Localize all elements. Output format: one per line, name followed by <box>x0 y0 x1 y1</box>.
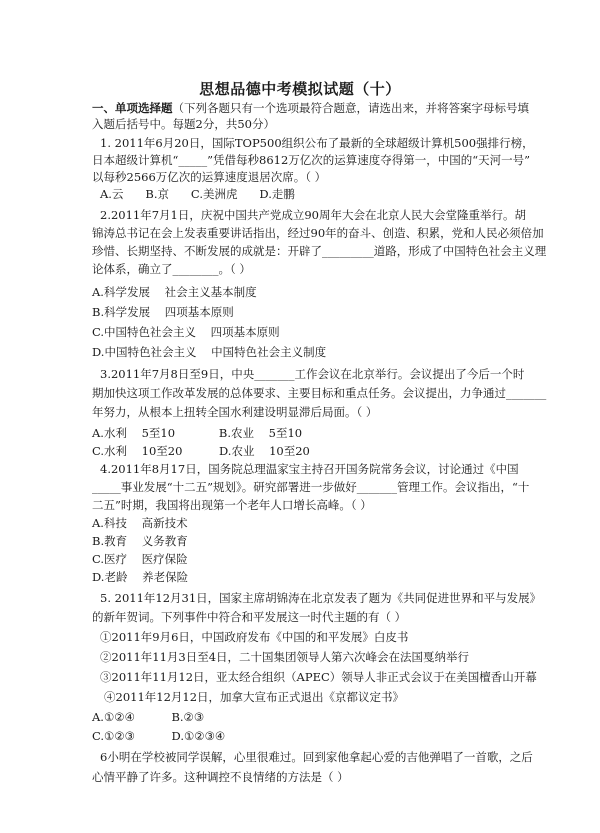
q2-line-1: 2.2011年7月1日，庆祝中国共产党成立90周年大会在北京人民大会堂隆重举行。胡 <box>100 208 527 222</box>
q3-options-row-1: A.水利 5至10 B.农业 5至10 <box>92 426 303 440</box>
q5-line-1: 5. 2011年12月31日，国家主席胡锦涛在北京发表了题为《共同促进世界和平与发展》 <box>100 591 542 605</box>
q2-option-d: D.中国特色社会主义 中国特色社会主义制度 <box>92 345 327 359</box>
q4-line-2: _____事业发展“十二五”规划》。研究部署进一步做好_______管理工作。会议指出，“十 <box>92 480 530 494</box>
q5-options-row-1: A.①②④ B.②③ <box>92 710 205 724</box>
q2-line-4: 论体系，确立了________。（ ） <box>92 262 251 276</box>
q3-options-row-2: C.水利 10至20 D.农业 10至20 <box>92 444 310 458</box>
q2-option-c: C.中国特色社会主义 四项基本原则 <box>92 325 280 339</box>
q5-line-2: 的新年贺词。下列事件中符合和平发展这一时代主题的有（ ） <box>92 610 407 624</box>
q4-line-1: 4.2011年8月17日，国务院总理温家宝主持召开国务院常务会议，讨论通过《中国 <box>100 462 519 476</box>
q1-options: A.云 B.京 C.美洲虎 D.走鹏 <box>100 187 295 201</box>
exam-title: 思想品德中考模拟试题（十） <box>199 80 401 98</box>
q2-option-a: A.科学发展 社会主义基本制度 <box>92 285 257 299</box>
q2-line-2: 锦涛总书记在会上发表重要讲话指出，经过90年的奋斗、创造、积累，党和人民必须倍加 <box>92 226 544 240</box>
q4-option-b: B.教育 义务教育 <box>92 534 188 548</box>
q5-event-2: ②2011年11月3日至4日，二十国集团领导人第六次峰会在法国戛纳举行 <box>100 650 470 664</box>
section-instruction-1: （下列各题只有一个选项最符合题意，请选出来，并将答案字母标号填 <box>172 101 529 115</box>
q5-event-3: ③2011年11月12日，亚太经合组织（APEC）领导人非正式会议于在美国檀香山开幕 <box>100 670 537 684</box>
q1-line-1: 1. 2011年6月20日，国际TOP500组织公布了最新的全球超级计算机500强排行榜， <box>100 136 534 150</box>
q3-line-1: 3.2011年7月8日至9日，中央_______工作会议在北京举行。会议提出了今后一个时 <box>100 367 525 381</box>
q6-line-1: 6小明在学校被同学误解，心里很难过。回到家他拿起心爱的吉他弹唱了一首歌，之后 <box>100 750 533 764</box>
q1-line-3: 以每秒2566万亿次的运算速度退居次席。（ ） <box>92 170 327 184</box>
q4-option-a: A.科技 高新技术 <box>92 516 188 530</box>
q5-event-1: ①2011年9月6日，中国政府发布《中国的和平发展》白皮书 <box>100 630 409 644</box>
section-heading-line <box>92 101 532 115</box>
q5-event-4: ④2011年12月12日，加拿大宣布正式退出《京都议定书》 <box>104 690 405 704</box>
q4-option-d: D.老龄 养老保险 <box>92 570 189 584</box>
q4-line-3: 二五”时期，我国将出现第一个老年人口增长高峰。（ ） <box>92 498 372 512</box>
section-heading: 一、单项选择题 <box>92 101 173 115</box>
q2-option-b: B.科学发展 四项基本原则 <box>92 305 234 319</box>
section-instruction-2: 入题后括号中。每题2分，共50分） <box>92 117 275 131</box>
q6-line-2: 心情平静了许多。这种调控不良情绪的方法是（ ） <box>92 770 349 784</box>
q3-line-2: 期加快这项工作改革发展的总体要求、主要目标和重点任务。会议提出，力争通过_______ <box>92 386 547 400</box>
q2-line-3: 珍惜、长期坚持、不断发展的成就是：开辟了_________道路，形成了中国特色社会主义理 <box>92 244 547 258</box>
q1-line-2: 日本超级计算机“_____”凭借每秒8612万亿次的运算速度夺得第一，中国的“天河一号” <box>92 153 531 167</box>
q5-options-row-2: C.①②③ D.①②③④ <box>92 729 226 743</box>
q4-option-c: C.医疗 医疗保险 <box>92 552 188 566</box>
q3-line-3: 年努力，从根本上扭转全国水利建设明显滞后局面。（ ） <box>92 405 378 419</box>
